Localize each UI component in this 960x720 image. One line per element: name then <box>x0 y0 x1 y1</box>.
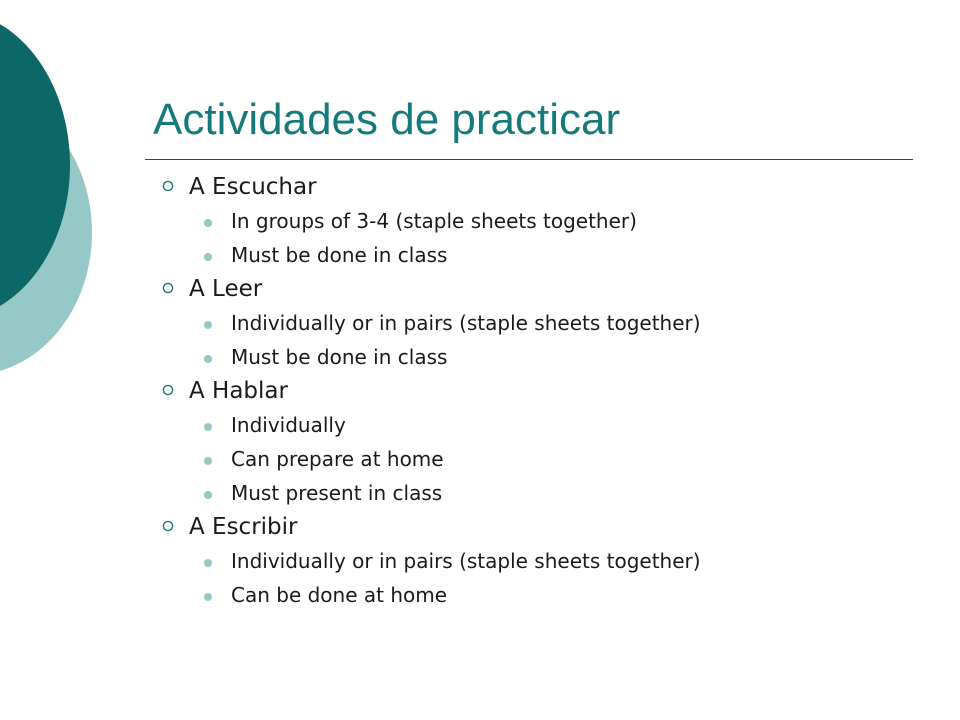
section-heading <box>160 272 900 306</box>
section-heading-label: A Hablar <box>189 378 288 404</box>
ring-bullet-icon <box>162 180 174 192</box>
list-item <box>160 544 900 578</box>
section-hablar <box>160 374 900 510</box>
list-item <box>160 238 900 272</box>
section-heading-label: A Leer <box>189 276 263 302</box>
dot-bullet-icon <box>204 491 212 499</box>
list-item <box>160 578 900 612</box>
section-heading <box>160 510 900 544</box>
list-item <box>160 306 900 340</box>
title-divider <box>145 159 913 160</box>
section-heading <box>160 374 900 408</box>
bullet-list <box>160 170 900 612</box>
dot-bullet-icon <box>204 423 212 431</box>
ring-bullet-icon <box>162 520 174 532</box>
list-item-text: Must be done in class <box>231 345 448 369</box>
list-item-text: In groups of 3-4 (staple sheets together) <box>231 209 637 233</box>
dot-bullet-icon <box>204 457 212 465</box>
section-heading-label: A Escuchar <box>189 174 317 200</box>
dot-bullet-icon <box>204 253 212 261</box>
list-item <box>160 476 900 510</box>
section-heading-label: A Escribir <box>189 514 298 540</box>
dot-bullet-icon <box>204 355 212 363</box>
list-item <box>160 442 900 476</box>
list-item <box>160 340 900 374</box>
dot-bullet-icon <box>204 559 212 567</box>
section-escuchar <box>160 170 900 272</box>
list-item-text: Must present in class <box>231 481 443 505</box>
list-item-text: Must be done in class <box>231 243 448 267</box>
list-item-text: Individually or in pairs (staple sheets together) <box>231 549 701 573</box>
dot-bullet-icon <box>204 321 212 329</box>
ring-bullet-icon <box>162 282 174 294</box>
dot-bullet-icon <box>204 593 212 601</box>
dot-bullet-icon <box>204 219 212 227</box>
ring-bullet-icon <box>162 384 174 396</box>
slide-title: Actividades de practicar <box>153 95 621 144</box>
list-item <box>160 408 900 442</box>
section-heading <box>160 170 900 204</box>
list-item-text: Individually <box>231 413 346 437</box>
list-item-text: Can prepare at home <box>231 447 444 471</box>
section-leer <box>160 272 900 374</box>
list-item <box>160 204 900 238</box>
list-item-text: Can be done at home <box>231 583 448 607</box>
list-item-text: Individually or in pairs (staple sheets together) <box>231 311 701 335</box>
section-escribir <box>160 510 900 612</box>
